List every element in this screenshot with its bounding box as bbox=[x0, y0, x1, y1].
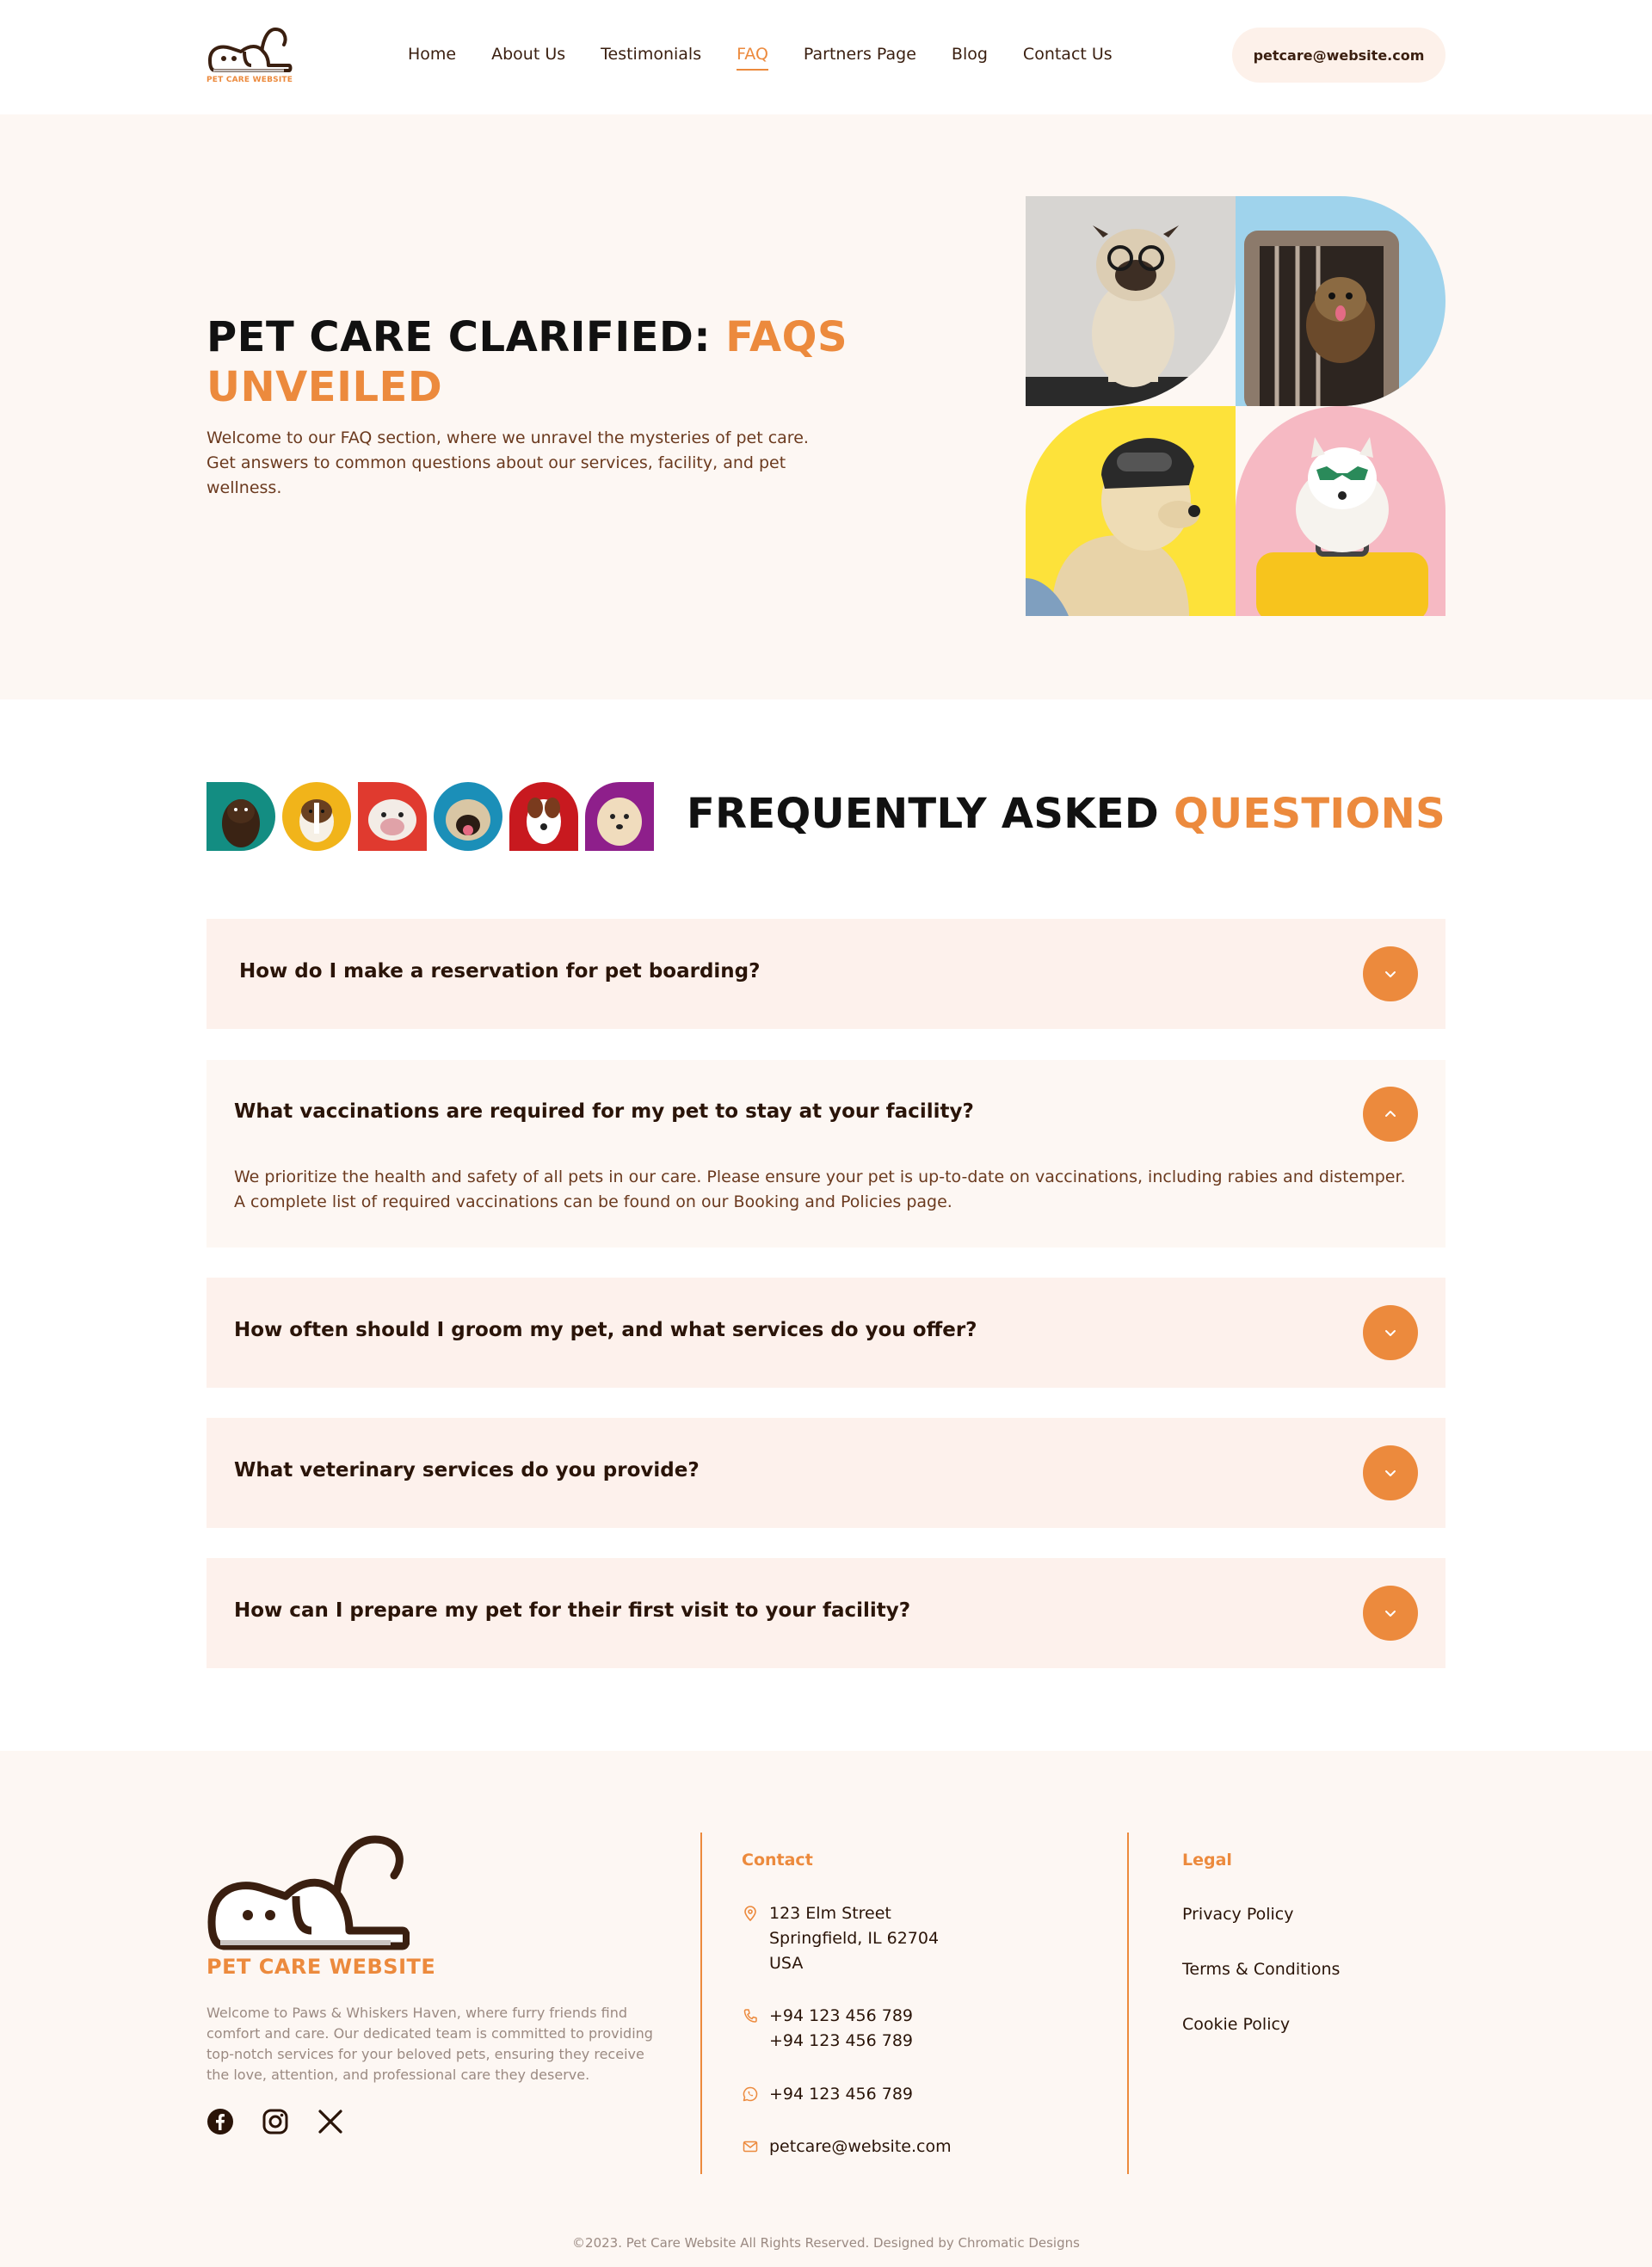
social-links bbox=[206, 2108, 344, 2135]
chevron-up-icon bbox=[1382, 1106, 1399, 1123]
hero-section bbox=[0, 114, 1652, 699]
site-header bbox=[0, 0, 1652, 114]
nav-testimonials[interactable]: Testimonials bbox=[601, 45, 702, 64]
terms-conditions-link[interactable]: Terms & Conditions bbox=[1182, 1960, 1341, 1979]
privacy-policy-link[interactable]: Privacy Policy bbox=[1182, 1905, 1294, 1924]
faq-toggle-button[interactable] bbox=[1363, 1087, 1418, 1142]
copyright-text: ©2023. Pet Care Website All Rights Reserved. Designed by Chromatic Designs bbox=[572, 2235, 1080, 2251]
address-line: Springfield, IL 62704 bbox=[769, 1929, 940, 1948]
westie-suitcase-image bbox=[1236, 406, 1446, 616]
footer-logo-text: PET CARE WEBSITE bbox=[206, 1955, 436, 1979]
dog-thumbnail bbox=[282, 782, 351, 851]
hero-image-grid bbox=[1026, 196, 1446, 616]
logo-text: PET CARE WEBSITE bbox=[206, 76, 293, 84]
faq-question: How often should I groom my pet, and what services do you offer? bbox=[234, 1319, 977, 1341]
pug-glasses-image bbox=[1026, 196, 1236, 406]
main-nav bbox=[408, 45, 1113, 71]
yorkie-carrier-image bbox=[1236, 196, 1446, 406]
nav-home[interactable]: Home bbox=[408, 45, 457, 64]
footer-description: Welcome to Paws & Whiskers Haven, where furry friends find comfort and care. Our dedicated team is committed to providing top-notch services for your beloved pets, ensuring they receive the love, attention, and professional care they deserve. bbox=[206, 2005, 653, 2083]
faq-question: How can I prepare my pet for their first visit to your facility? bbox=[234, 1599, 911, 1622]
faq-item[interactable] bbox=[206, 1558, 1446, 1668]
dog-thumbnail bbox=[434, 782, 502, 851]
faq-question: What vaccinations are required for my pet to stay at your facility? bbox=[234, 1100, 974, 1123]
chevron-down-icon bbox=[1382, 1324, 1399, 1341]
faq-item-expanded[interactable] bbox=[206, 1060, 1446, 1247]
faq-toggle-button[interactable] bbox=[1363, 1445, 1418, 1500]
nav-about-us[interactable]: About Us bbox=[491, 45, 566, 64]
dog-thumbnail bbox=[206, 782, 275, 851]
phone-number[interactable]: +94 123 456 789 bbox=[769, 2031, 914, 2050]
chevron-down-icon bbox=[1382, 1605, 1399, 1622]
faq-toggle-button[interactable] bbox=[1363, 946, 1418, 1001]
contact-email bbox=[742, 2135, 952, 2159]
hero-title-accent: FAQS UNVEILED bbox=[206, 313, 848, 411]
dog-thumbnail bbox=[585, 782, 654, 851]
phone-icon bbox=[742, 2007, 759, 2024]
dog-logo-icon bbox=[206, 1833, 410, 1953]
facebook-icon[interactable] bbox=[206, 2108, 234, 2135]
faq-answer: We prioritize the health and safety of all pets in our care. Please ensure your pet is up-to-date on vaccinations, including rabies and distemper. A complete list of required vaccinations can be found on our Booking and Policies page. bbox=[234, 1167, 1406, 1211]
chevron-down-icon bbox=[1382, 965, 1399, 983]
dog-logo-icon bbox=[206, 26, 293, 76]
whatsapp-number[interactable]: +94 123 456 789 bbox=[769, 2085, 914, 2104]
phone-number[interactable]: +94 123 456 789 bbox=[769, 2006, 914, 2025]
contact-phones bbox=[742, 2004, 913, 2054]
footer-divider bbox=[700, 1833, 702, 2174]
hero-description: Welcome to our FAQ section, where we unravel the mysteries of pet care. Get answers to common questions about our services, facility, and pet wellness. bbox=[206, 428, 809, 497]
dog-thumbnail bbox=[358, 782, 427, 851]
cookie-policy-link[interactable]: Cookie Policy bbox=[1182, 2015, 1291, 2034]
footer-divider bbox=[1127, 1833, 1129, 2174]
contact-title: Contact bbox=[742, 1851, 813, 1870]
faq-question: What veterinary services do you provide? bbox=[234, 1459, 700, 1482]
faq-section-title bbox=[687, 790, 1446, 838]
retriever-helmet-image bbox=[1026, 406, 1236, 616]
mail-icon bbox=[742, 2138, 759, 2155]
contact-address bbox=[742, 1901, 939, 1976]
site-footer bbox=[0, 1751, 1652, 2267]
faq-toggle-button[interactable] bbox=[1363, 1586, 1418, 1641]
nav-blog[interactable]: Blog bbox=[951, 45, 988, 64]
faq-question: How do I make a reservation for pet boarding? bbox=[239, 960, 761, 983]
nav-partners-page[interactable]: Partners Page bbox=[803, 45, 916, 64]
faq-item[interactable] bbox=[206, 1278, 1446, 1388]
legal-title: Legal bbox=[1182, 1851, 1232, 1870]
phone-lines bbox=[769, 2004, 913, 2054]
address-line: USA bbox=[769, 1954, 804, 1973]
faq-title-plain: FREQUENTLY ASKED bbox=[687, 790, 1174, 838]
faq-item[interactable] bbox=[206, 919, 1446, 1029]
faq-title-accent: QUESTIONS bbox=[1174, 790, 1446, 838]
nav-faq[interactable]: FAQ bbox=[737, 45, 768, 71]
footer-logo[interactable] bbox=[206, 1833, 410, 1953]
instagram-icon[interactable] bbox=[262, 2108, 289, 2135]
address-line: 123 Elm Street bbox=[769, 1904, 891, 1923]
x-icon[interactable] bbox=[317, 2108, 344, 2135]
faq-toggle-button[interactable] bbox=[1363, 1305, 1418, 1360]
dog-thumbnail-row bbox=[206, 782, 654, 851]
brand-logo[interactable] bbox=[206, 26, 293, 88]
chevron-down-icon bbox=[1382, 1464, 1399, 1482]
contact-whatsapp bbox=[742, 2082, 913, 2107]
faq-item[interactable] bbox=[206, 1418, 1446, 1528]
hero-title-plain: PET CARE CLARIFIED: bbox=[206, 313, 726, 361]
whatsapp-icon bbox=[742, 2085, 759, 2103]
nav-contact-us[interactable]: Contact Us bbox=[1022, 45, 1113, 64]
footer-email[interactable]: petcare@website.com bbox=[769, 2137, 952, 2156]
hero-title bbox=[206, 312, 860, 412]
dog-thumbnail bbox=[509, 782, 578, 851]
header-email-button[interactable]: petcare@website.com bbox=[1232, 28, 1446, 83]
location-pin-icon bbox=[742, 1905, 759, 1922]
address-lines bbox=[769, 1901, 939, 1976]
